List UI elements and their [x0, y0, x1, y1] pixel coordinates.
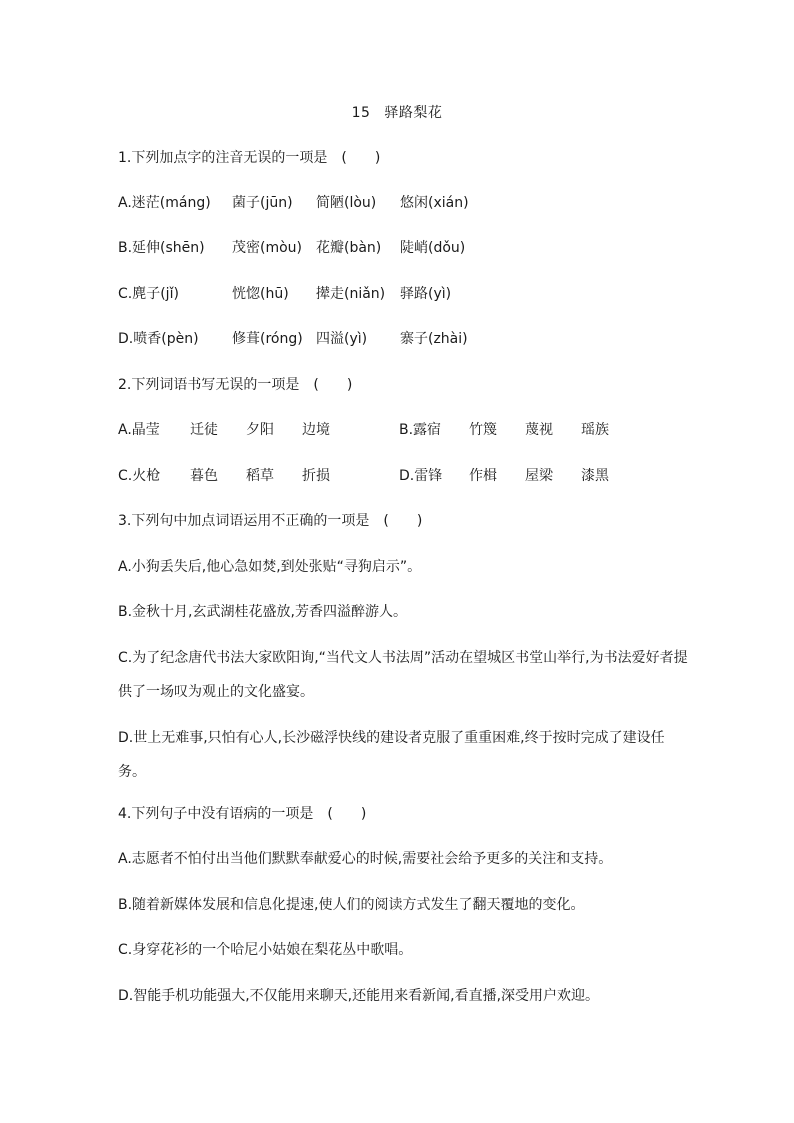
option-item: C.麂子(jǐ) — [118, 286, 179, 302]
word-item: 稻草 — [246, 468, 274, 484]
word-item: D.雷锋 — [399, 468, 443, 484]
option-item: 恍惚(hū) — [232, 286, 289, 302]
option-item: 撵走(niǎn) — [316, 286, 386, 302]
option-item: 悠闲(xián) — [400, 195, 469, 211]
word-item: A.晶莹 — [118, 422, 160, 438]
word-item: C.火枪 — [118, 468, 161, 484]
page-title — [0, 102, 794, 122]
option-item: 修葺(róng) — [232, 331, 303, 347]
option-item: D.喷香(pèn) — [118, 331, 199, 347]
answer-bracket: ( ) — [341, 150, 381, 166]
option-item: 寨子(zhài) — [400, 331, 468, 347]
option-item: 陡峭(dǒu) — [400, 240, 466, 256]
option-item: 四溢(yì) — [316, 331, 368, 347]
question-1-stem — [118, 148, 380, 168]
word-item: 夕阳 — [246, 422, 274, 438]
option-item: 茂密(mòu) — [232, 240, 302, 256]
word-item: 竹篾 — [469, 422, 497, 438]
option-item: 驿路(yì) — [400, 286, 452, 302]
question-2-stem — [118, 375, 352, 395]
option-item: 简陋(lòu) — [316, 195, 377, 211]
word-item: B.露宿 — [399, 422, 442, 438]
word-item: 暮色 — [190, 468, 218, 484]
question-text: 4.下列句子中没有语病的一项是 — [118, 806, 314, 822]
word-item: 边境 — [302, 422, 330, 438]
option-item: A.迷茫(máng) — [118, 195, 211, 211]
word-item: 迁徒 — [190, 422, 218, 438]
word-item: 瑶族 — [581, 422, 609, 438]
question-text: 3.下列句中加点词语运用不正确的一项是 — [118, 513, 370, 529]
question-3-option-d: D.世上无难事,只怕有心人,长沙磁浮快线的建设者克服了重重困难,终于按时完成了建设任务。 — [118, 730, 665, 780]
question-3-option-c: C.为了纪念唐代书法大家欧阳询,“当代文人书法周”活动在望城区书堂山举行,为书法爱好者提供了一场叹为观止的文化盛宴。 — [118, 650, 688, 700]
question-4-option-b: B.随着新媒体发展和信息化提速,使人们的阅读方式发生了翻天覆地的变化。 — [118, 897, 585, 913]
option-item: B.延伸(shēn) — [118, 240, 205, 256]
question-3-option-a: A.小狗丢失后,他心急如焚,到处张贴“寻狗启示”。 — [118, 559, 422, 575]
word-item: 作楫 — [469, 468, 497, 484]
lesson-number: 15 — [351, 105, 371, 121]
lesson-title: 驿路梨花 — [384, 105, 443, 121]
word-item: 蔑视 — [525, 422, 553, 438]
question-text: 1.下列加点字的注音无误的一项是 — [118, 150, 328, 166]
question-4-option-c: C.身穿花衫的一个哈尼小姑娘在梨花丛中歌唱。 — [118, 942, 413, 958]
option-item: 菌子(jūn) — [232, 195, 293, 211]
answer-bracket: ( ) — [327, 806, 367, 822]
option-item: 花瓣(bàn) — [316, 240, 382, 256]
answer-bracket: ( ) — [383, 513, 423, 529]
question-3-stem — [118, 511, 422, 531]
word-item: 漆黑 — [581, 468, 609, 484]
answer-bracket: ( ) — [313, 377, 353, 393]
word-item: 折损 — [302, 468, 330, 484]
question-4-stem — [118, 804, 366, 824]
question-4-option-d: D.智能手机功能强大,不仅能用来聊天,还能用来看新闻,看直播,深受用户欢迎。 — [118, 988, 600, 1004]
question-text: 2.下列词语书写无误的一项是 — [118, 377, 300, 393]
question-4-option-a: A.志愿者不怕付出当他们默默奉献爱心的时候,需要社会给予更多的关注和支持。 — [118, 851, 613, 867]
word-item: 屋梁 — [525, 468, 553, 484]
question-3-option-b: B.金秋十月,玄武湖桂花盛放,芳香四溢醉游人。 — [118, 604, 407, 620]
